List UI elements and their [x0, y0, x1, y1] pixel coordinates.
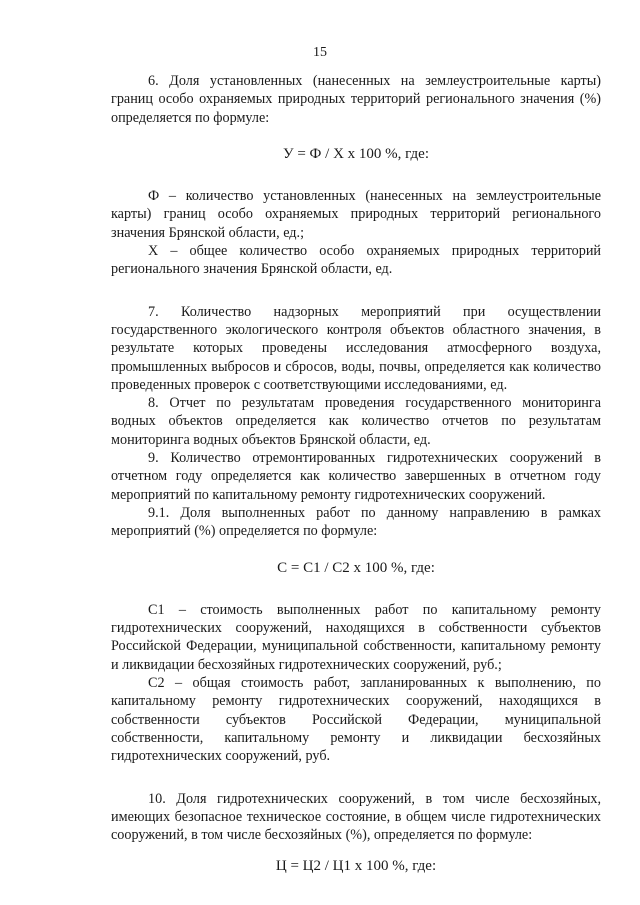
formula-item-10: Ц = Ц2 / Ц1 х 100 %, где:	[275, 858, 437, 875]
document-body	[111, 72, 601, 876]
paragraph-item-7: 7. Количество надзорных мероприятий при осуществлении государственного экологического контроля объектов областного значения, в результате которых проведены исследования атмосферного воздуха, промышленных выбросов и сбросов, воды, почвы, определяется как количество проведенных проверок с соответствующими исследованиями, ед.	[111, 303, 601, 393]
paragraph-item-9: 9. Количество отремонтированных гидротехнических сооружений в отчетном году определяется как количество завершенных в отчетном году мероприятий по капитальному ремонту гидротехнических сооружений.	[111, 450, 601, 503]
formula-item-6: У = Ф / Х х 100 %, где:	[282, 145, 430, 162]
definition-f: Ф – количество установленных (нанесенных на землеустроительные карты) границ особо охраняемых природных территорий регионального значения Брянской области, ед.;	[111, 188, 601, 241]
page-number: 15	[313, 45, 327, 60]
paragraph-item-9-1: 9.1. Доля выполненных работ по данному направлению в рамках мероприятий (%) определяется по формуле:	[111, 504, 601, 540]
definition-c1: С1 – стоимость выполненных работ по капитальному ремонту гидротехнических сооружений, находящихся в собственности субъектов Российской Федерации, муниципальной собственности, капитальному ремонту и ликвидации бесхозяйных гидротехнических сооружений, руб.;	[111, 601, 601, 673]
definition-c2: С2 – общая стоимость работ, запланированных к выполнению, по капитальному ремонту гидротехнических сооружений, находящихся в собственности субъектов Российской Федерации, муниципальной собственности, капитальному ремонту и ликвидации бесхозяйных гидротехнических сооружений, руб.	[111, 675, 601, 765]
paragraph-item-10: 10. Доля гидротехнических сооружений, в том числе бесхозяйных, имеющих безопасное техническое состояние, в общем числе гидротехнических сооружений, в том числе бесхозяйных (%), определяется по формуле:	[111, 790, 601, 844]
definition-x: Х – общее количество особо охраняемых природных территорий регионального значения Брянской области, ед.	[111, 243, 601, 278]
paragraph-item-8: 8. Отчет по результатам проведения государственного мониторинга водных объектов определяется как количество отчетов по результатам мониторинга водных объектов Брянской области, ед.	[111, 395, 601, 448]
formula-item-9-1: С = С1 / С2 х 100 %, где:	[277, 559, 435, 576]
paragraph-item-6: 6. Доля установленных (нанесенных на землеустроительные карты) границ особо охраняемых природных территорий регионального значения (%) определяется по формуле:	[111, 73, 601, 126]
